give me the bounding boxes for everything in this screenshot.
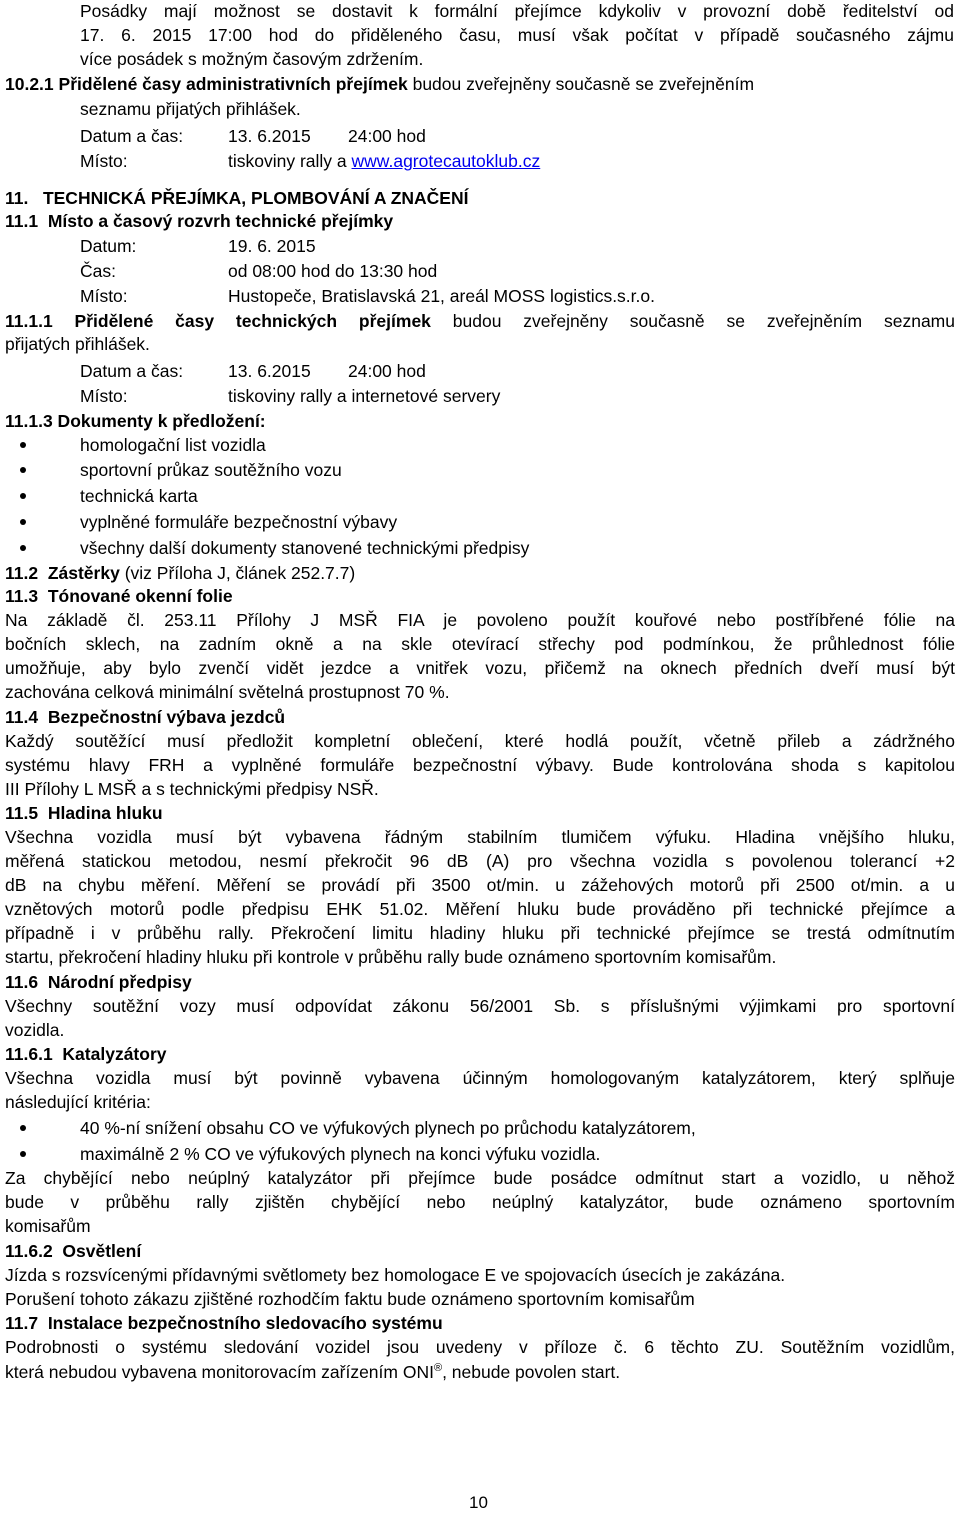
list-item: všechny další dokumenty stanovené technickými předpisy [80, 538, 530, 558]
paragraph-line: 17. 6. 2015 17:00 hod do přiděleného času, musí však počítat v případě současného zájmu [80, 25, 954, 45]
paragraph-line: Porušení tohoto zákazu zjištěné rozhodčím faktu bude oznámeno sportovním komisařům [5, 1289, 695, 1309]
paragraph-line: startu, překročení hladiny hluku při kontrole v průběhu rally bude oznámeno sportovním komisařům. [5, 947, 777, 967]
section-10-2-1-heading: 10.2.1 Přidělené časy administrativních přejímek budou zveřejněny současně se zveřejněním [5, 74, 755, 94]
club-website-link[interactable]: www.agrotecautoklub.cz [351, 151, 541, 171]
registered-mark: ® [433, 1362, 443, 1375]
paragraph-line: vozidla. [5, 1020, 65, 1040]
paragraph-line: více posádek s možným časovým zdržením. [80, 49, 424, 69]
section-11-1-1-heading: 11.1.1 Přidělené časy technických přejímek budou zveřejněny současně se zveřejněním seznamu [5, 311, 955, 331]
bullet-icon [20, 1151, 26, 1157]
bullet-icon [20, 545, 26, 551]
paragraph-line: zachována celková minimální světelná prostupnost 70 %. [5, 682, 450, 702]
section-11-1-3-heading: 11.1.3 Dokumenty k předložení: [5, 411, 266, 431]
section-11-heading: 11. TECHNICKÁ PŘEJÍMKA, PLOMBOVÁNÍ A ZNAČENÍ [5, 188, 469, 208]
section-11-2-heading: 11.2 Zástěrky (viz Příloha J, článek 252.7.7) [5, 563, 356, 583]
section-11-4-heading: 11.4 Bezpečnostní výbava jezdců [5, 707, 286, 727]
paragraph-line: Všechna vozidla musí být vybavena řádným stabilním tlumičem výfuku. Hladina vnějšího hluku, [5, 827, 955, 847]
paragraph-line: systému hlavy FRH a vyplněné formuláře bezpečnostní výbavy. Bude kontrolována shoda s kapitolou [5, 755, 955, 775]
paragraph-line: Posádky mají možnost se dostavit k formální přejímce kdykoliv v provozní době ředitelství od [80, 1, 954, 21]
section-11-3-heading: 11.3 Tónované okenní folie [5, 586, 233, 606]
paragraph-line: Všechna vozidla musí být povinně vybavena účinným homologovaným katalyzátorem, který splňuje [5, 1068, 955, 1088]
paragraph-line: Na základě čl. 253.11 Přílohy J MSŘ FIA je povoleno použít kouřové nebo postříbřené fólie na [5, 610, 955, 630]
paragraph-line: III Přílohy L MSŘ a s technickými předpisy NSŘ. [5, 779, 379, 799]
paragraph-line: Každý soutěžící musí předložit kompletní oblečení, které hodlá použít, včetně přileb a zádržného [5, 731, 955, 751]
list-item: homologační list vozidla [80, 435, 266, 455]
list-item: technická karta [80, 486, 198, 506]
document-page: Posádky mají možnost se dostavit k formální přejímce kdykoliv v provozní době ředitelství od 17. 6. 2015 17:00 hod do přiděleného času, musí však počítat v případě současného zájmu více posádek s možným časovým zdržením. 10.2.1 Přidělené časy administrativních přejímek budou zveřejněny současně se zveřejněním seznamu přijatých přihlášek. Datum a čas: 13. 6.2015 24:00 hod Místo: tiskoviny rally a www.agrotecautoklub.cz 11. TECHNICKÁ PŘEJÍMKA, PLOMBOVÁNÍ A ZNAČENÍ 11.1 Místo a časový rozvrh technické přejímky Datum: 19. 6. 2015 Čas: od 08:00 hod do 13:30 hod Místo: Hustopeče, Bratislavská 21, areál MOSS logistics.s.r.o. 11.1.1 Přidělené časy technických přejímek budou zveřejněny současně se zveřejněním seznamu přijatých přihlášek. Datum a čas: 13. 6.2015 24:00 hod Místo: tiskoviny rally a internetové servery 11.1.3 Dokumenty k předložení: homologační list vozidla sportovní průkaz soutěžního vozu technická karta vyplněné formuláře bezpečnostní výbavy všechny další dokumenty stanovené technickými předpisy 11.2 Zástěrky (viz Příloha J, článek 252.7.7) 11.3 Tónované okenní folie Na základě čl. 253.11 Přílohy J MSŘ FIA je povoleno použít kouřové nebo postříbřené fólie na bočních sklech, na zadním okně a na skle otevírací střechy pod podmínkou, že průhlednost fólie umožňuje, aby bylo zvenčí vidět jezdce a vnitřek vozu, přičemž na oknech předních dveří musí být zachována celková minimální světelná prostupnost 70 %. 11.4 Bezpečnostní výbava jezdců Každý soutěžící musí předložit kompletní oblečení, které hodlá použít, včetně přileb a zádržného systému hlavy FRH a vyplněné formuláře bezpečnostní výbavy. Bude kontrolována shoda s kapitolou III Přílohy L MSŘ a s technickými předpisy NSŘ. 11.5 Hladina hluku Všechna vozidla musí být vybavena řádným stabilním tlumičem výfuku. Hladina vnějšího hluku, měřená statickou metodou, nesmí překročit 96 dB (A) pro všechna vozidla s povolenou tolerancí +2 dB na chybu měření. Měření se provádí při 3500 ot/min. u zážehových motorů při 2500 ot/min. a u vznětových motorů podle předpisu EHK 51.02. Měření hluku bude prováděno při technické přejímce a případně i v průběhu rally. Překročení limitu hladiny hluku při technické přejímce se trestá odmítnutím startu, překročení hladiny hluku při kontrole v průběhu rally bude oznámeno sportovním komisařům. 11.6 Národní předpisy Všechny soutěžní vozy musí odpovídat zákonu 56/2001 Sb. s příslušnými výjimkami pro sportovní vozidla. 11.6.1 Katalyzátory Všechna vozidla musí být povinně vybavena účinným homologovaným katalyzátorem, který splňuje následující kritéria: 40 %-ní snížení obsahu CO ve výfukových plynech po průchodu katalyzátorem, maximálně 2 % CO ve výfukových plynech na konci výfuku vozidla. Za chybějící nebo neúplný katalyzátor při přejímce bude posádce odmítnut start a vozidlo, u něhož bude v průběhu rally zjištěn chybějící nebo neúplný katalyzátor, bude oznámeno sportovním komisařům 11.6.2 Osvětlení Jízda s rozsvícenými přídavnými světlomety bez homologace E ve spojovacích úsecích je zakázána. Porušení tohoto zákazu zjištěné rozhodčím faktu bude oznámeno sportovním komisařům 11.7 Instalace bezpečnostního sledovacího systému Podrobnosti o systému sledování vozidel jsou uvedeny v příloze č. 6 těchto ZU. Soutěžním vozidlům, která nebudou vybavena monitorovacím zařízením ONI®, nebude povolen start. 10 [5, 1, 955, 1512]
list-item: vyplněné formuláře bezpečnostní výbavy [80, 512, 398, 532]
paragraph-line: Za chybějící nebo neúplný katalyzátor při přejímce bude posádce odmítnut start a vozidlo, u něhož [5, 1168, 955, 1188]
list-item: maximálně 2 % CO ve výfukových plynech na konci výfuku vozidla. [80, 1144, 601, 1164]
section-11-6-heading: 11.6 Národní předpisy [5, 972, 192, 992]
paragraph-line: následující kritéria: [5, 1092, 151, 1112]
paragraph-line: přijatých přihlášek. [5, 334, 150, 354]
bullet-icon [20, 493, 26, 499]
page-number: 10 [469, 1493, 488, 1512]
section-11-7-heading: 11.7 Instalace bezpečnostního sledovacího systému [5, 1313, 443, 1333]
list-item: sportovní průkaz soutěžního vozu [80, 460, 342, 480]
bullet-icon [20, 467, 26, 473]
paragraph-line: měřená statickou metodou, nesmí překročit 96 dB (A) pro všechna vozidla s povolenou tolerancí +2 [5, 851, 955, 871]
list-item: 40 %-ní snížení obsahu CO ve výfukových plynech po průchodu katalyzátorem, [80, 1118, 696, 1138]
paragraph-line: Jízda s rozsvícenými přídavnými světlomety bez homologace E ve spojovacích úsecích je zakázána. [5, 1265, 786, 1285]
bullet-icon [20, 519, 26, 525]
paragraph-line: seznamu přijatých přihlášek. [80, 99, 301, 119]
paragraph-line: komisařům [5, 1216, 91, 1236]
paragraph-line: případně i v průběhu rally. Překročení limitu hladiny hluku při technické přejímce se trestá odmítnutím [5, 923, 955, 943]
paragraph-line: bočních sklech, na zadním okně a na skle otevírací střechy pod podmínkou, že průhlednost fólie [5, 634, 955, 654]
section-11-5-heading: 11.5 Hladina hluku [5, 803, 163, 823]
paragraph-line: umožňuje, aby bylo zvenčí vidět jezdce a vnitřek vozu, přičemž na oknech předních dveří musí být [5, 658, 955, 678]
paragraph-line: Všechny soutěžní vozy musí odpovídat zákonu 56/2001 Sb. s příslušnými výjimkami pro sportovní [5, 996, 955, 1016]
paragraph-line: bude v průběhu rally zjištěn chybějící nebo neúplný katalyzátor, bude oznámeno sportovním [5, 1192, 955, 1212]
section-11-1-heading: 11.1 Místo a časový rozvrh technické přejímky [5, 211, 394, 231]
paragraph-line: která nebudou vybavena monitorovacím zařízením ONI®, nebude povolen start. [5, 1362, 621, 1382]
section-11-6-1-heading: 11.6.1 Katalyzátory [5, 1044, 167, 1064]
paragraph-line: dB na chybu měření. Měření se provádí při 3500 ot/min. u zážehových motorů při 2500 ot/min. a u [5, 875, 955, 895]
section-11-6-2-heading: 11.6.2 Osvětlení [5, 1241, 142, 1261]
bullet-icon [20, 1125, 26, 1131]
paragraph-line: Podrobnosti o systému sledování vozidel jsou uvedeny v příloze č. 6 těchto ZU. Soutěžním vozidlům, [5, 1337, 955, 1357]
bullet-icon [20, 442, 26, 448]
paragraph-line: vznětových motorů podle předpisu EHK 51.02. Měření hluku bude prováděno při technické přejímce a [5, 899, 955, 919]
